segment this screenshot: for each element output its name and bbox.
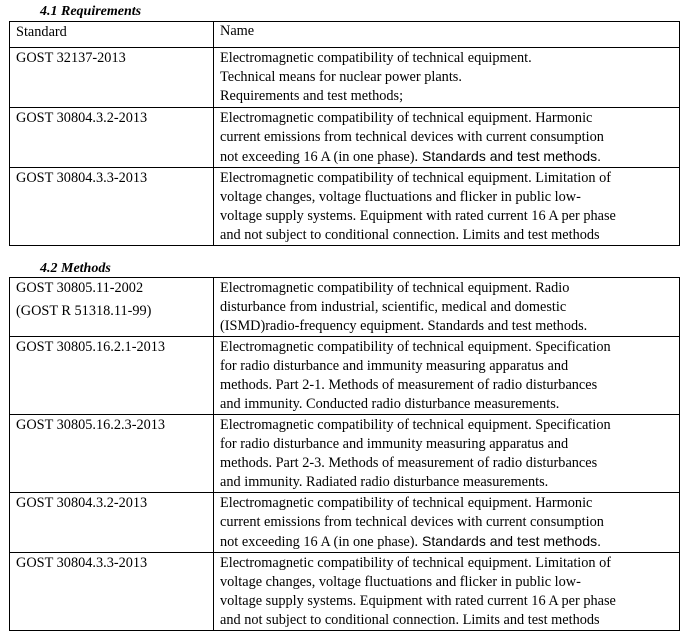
name-line: methods. Part 2-1. Methods of measurement of radio disturbances bbox=[220, 377, 598, 393]
name-line: current emissions from technical devices with current consumption bbox=[220, 514, 604, 530]
name-cell bbox=[214, 337, 680, 415]
standard-cell: GOST 30805.16.2.1-2013 bbox=[10, 337, 214, 415]
header-name: Name bbox=[214, 22, 680, 48]
name-line: not exceeding 16 A (in one phase). bbox=[220, 149, 419, 165]
name-line: Electromagnetic compatibility of technical equipment. Harmonic bbox=[220, 495, 593, 511]
table-row bbox=[10, 48, 680, 108]
name-line: Electromagnetic compatibility of technical equipment. Radio bbox=[220, 280, 570, 296]
name-line: methods. Part 2-3. Methods of measurement of radio disturbances bbox=[220, 455, 598, 471]
standard-cell: GOST 30805.16.2.3-2013 bbox=[10, 415, 214, 493]
standard-cell: GOST 30804.3.2-2013 bbox=[10, 493, 214, 553]
name-cell bbox=[214, 553, 680, 631]
standard-cell bbox=[10, 278, 214, 337]
name-cell bbox=[214, 493, 680, 553]
name-line: and immunity. Conducted radio disturbance measurements. bbox=[220, 396, 560, 412]
name-cell bbox=[214, 108, 680, 168]
table-row bbox=[10, 108, 680, 168]
standard-cell: GOST 32137-2013 bbox=[10, 48, 214, 108]
name-line: current emissions from technical devices with current consumption bbox=[220, 129, 604, 145]
name-line: Electromagnetic compatibility of technical equipment. Limitation of bbox=[220, 170, 612, 186]
name-cell bbox=[214, 48, 680, 108]
section-title-requirements: 4.1 Requirements bbox=[40, 4, 142, 19]
table-row bbox=[10, 493, 680, 553]
name-line: and immunity. Radiated radio disturbance measurements. bbox=[220, 474, 549, 490]
name-line: (ISMD)radio-frequency equipment. Standards and test methods. bbox=[220, 318, 588, 334]
name-tail: Standards and test methods. bbox=[418, 533, 602, 549]
header-standard: Standard bbox=[10, 22, 214, 48]
name-line: Technical means for nuclear power plants. bbox=[220, 69, 462, 85]
name-line: Electromagnetic compatibility of technical equipment. bbox=[220, 50, 532, 66]
standard-cell: GOST 30804.3.2-2013 bbox=[10, 108, 214, 168]
table-row bbox=[10, 337, 680, 415]
name-line: for radio disturbance and immunity measuring apparatus and bbox=[220, 436, 569, 452]
name-line: Electromagnetic compatibility of technical equipment. Specification bbox=[220, 417, 611, 433]
standard-line: GOST 30805.11-2002 bbox=[16, 280, 144, 296]
name-line: for radio disturbance and immunity measuring apparatus and bbox=[220, 358, 569, 374]
table-row bbox=[10, 415, 680, 493]
name-line: and not subject to conditional connection. Limits and test methods bbox=[220, 612, 600, 628]
section-title-methods: 4.2 Methods bbox=[40, 261, 111, 276]
methods-table bbox=[9, 277, 680, 631]
name-line: voltage changes, voltage fluctuations and flicker in public low- bbox=[220, 189, 581, 205]
name-cell bbox=[214, 168, 680, 246]
name-cell bbox=[214, 415, 680, 493]
table-header-row bbox=[10, 22, 680, 48]
name-line: voltage supply systems. Equipment with rated current 16 A per phase bbox=[220, 593, 616, 609]
name-line: Requirements and test methods; bbox=[220, 88, 404, 104]
standard-cell: GOST 30804.3.3-2013 bbox=[10, 553, 214, 631]
table-row bbox=[10, 553, 680, 631]
name-line: voltage supply systems. Equipment with rated current 16 A per phase bbox=[220, 208, 616, 224]
name-line: disturbance from industrial, scientific, medical and domestic bbox=[220, 299, 567, 315]
name-line: and not subject to conditional connection. Limits and test methods bbox=[220, 227, 600, 243]
name-line: Electromagnetic compatibility of technical equipment. Specification bbox=[220, 339, 611, 355]
table-row bbox=[10, 168, 680, 246]
name-line: Electromagnetic compatibility of technical equipment. Harmonic bbox=[220, 110, 593, 126]
standard-line: (GOST R 51318.11-99) bbox=[16, 303, 152, 319]
name-line: voltage changes, voltage fluctuations and flicker in public low- bbox=[220, 574, 581, 590]
name-line: not exceeding 16 A (in one phase). bbox=[220, 534, 419, 550]
name-cell bbox=[214, 278, 680, 337]
requirements-table bbox=[9, 21, 680, 246]
name-tail: Standards and test methods. bbox=[418, 148, 602, 164]
name-line: Electromagnetic compatibility of technical equipment. Limitation of bbox=[220, 555, 612, 571]
table-row bbox=[10, 278, 680, 337]
standard-cell: GOST 30804.3.3-2013 bbox=[10, 168, 214, 246]
